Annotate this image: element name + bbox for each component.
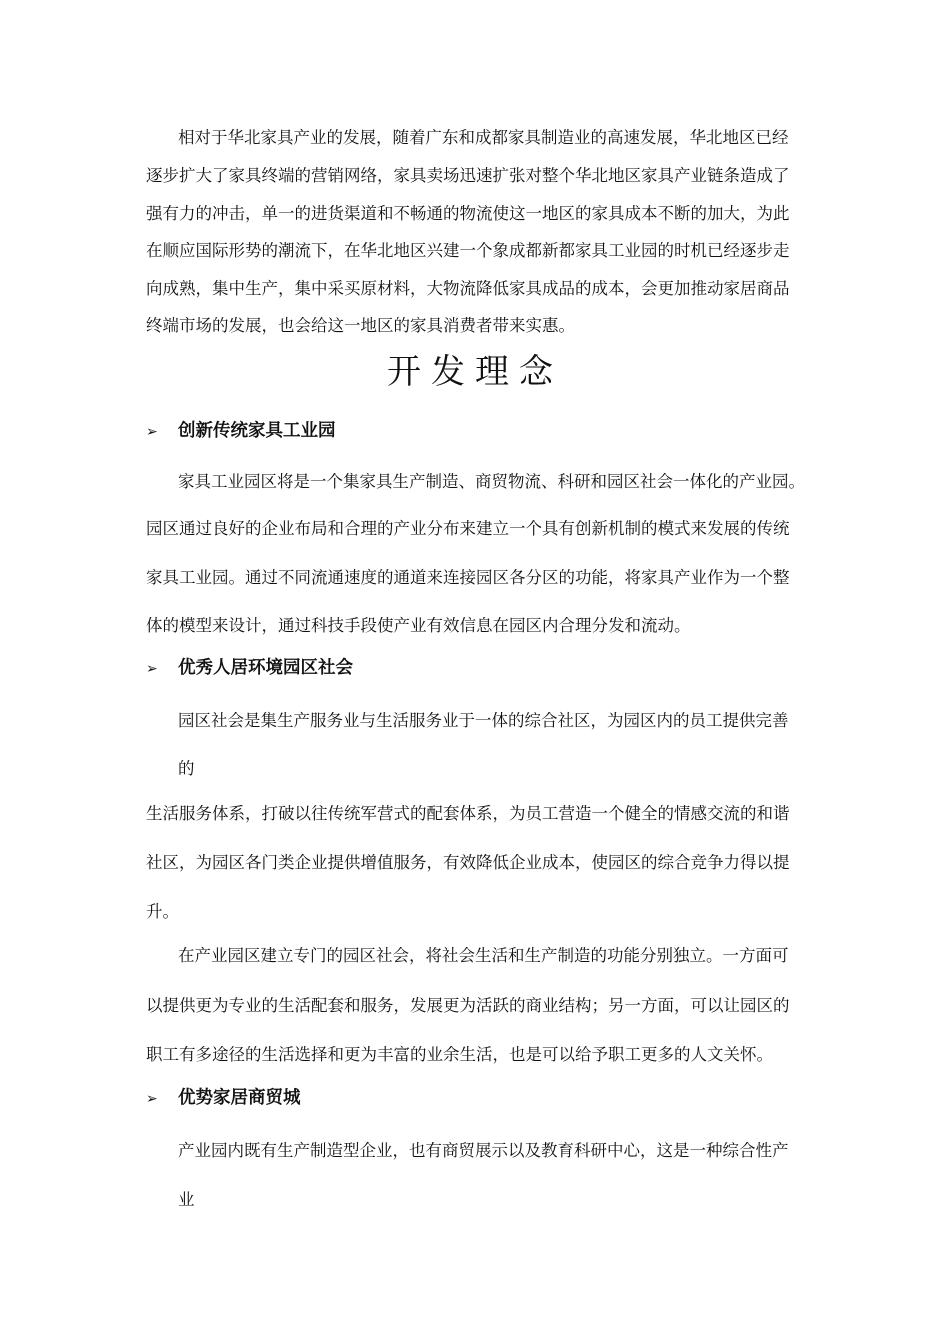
intro-line: 逐步扩大了家具终端的营销网络，家具卖场迅速扩张对整个华北地区家具产业链条造成了 bbox=[146, 166, 790, 185]
paragraph-line: 生活服务体系，打破以往传统军营式的配套体系，为员工营造一个健全的情感交流的和谐 bbox=[146, 804, 790, 823]
paragraph-line: 职工有多途径的生活选择和更为丰富的业余生活，也是可以给予职工更多的人文关怀。 bbox=[146, 1045, 773, 1064]
section-heading bbox=[146, 419, 336, 444]
paragraph-line: 家具工业园。通过不同流通速度的通道来连接园区各分区的功能，将家具产业作为一个整 bbox=[146, 568, 790, 587]
section-heading bbox=[146, 656, 353, 681]
section-heading-text: 优秀人居环境园区社会 bbox=[178, 658, 353, 678]
paragraph-line: 园区通过良好的企业布局和合理的产业分布来建立一个具有创新机制的模式来发展的传统 bbox=[146, 519, 790, 538]
intro-line: 终端市场的发展，也会给这一地区的家具消费者带来实惠。 bbox=[146, 316, 575, 335]
section-heading bbox=[146, 1086, 301, 1111]
intro-line: 相对于华北家具产业的发展，随着广东和成都家具制造业的高速发展，华北地区已经 bbox=[178, 128, 789, 147]
paragraph-line: 园区社会是集生产服务业与生活服务业于一体的综合社区，为园区内的员工提供完善 bbox=[178, 711, 789, 730]
paragraph-line: 业 bbox=[178, 1190, 195, 1209]
section-heading-text: 创新传统家具工业园 bbox=[178, 421, 336, 441]
paragraph-line: 以提供更为专业的生活配套和服务，发展更为活跃的商业结构；另一方面，可以让园区的 bbox=[146, 996, 790, 1015]
arrow-bullet-icon: ➢ bbox=[146, 1091, 158, 1107]
section-heading-text: 优势家居商贸城 bbox=[178, 1088, 301, 1108]
arrow-bullet-icon: ➢ bbox=[146, 424, 158, 440]
paragraph-line: 体的模型来设计，通过科技手段使产业有效信息在园区内合理分发和流动。 bbox=[146, 616, 691, 635]
intro-line: 强有力的冲击，单一的进货渠道和不畅通的物流使这一地区的家具成本不断的加大，为此 bbox=[146, 204, 790, 223]
paragraph-line: 升。 bbox=[146, 902, 179, 921]
intro-line: 在顺应国际形势的潮流下，在华北地区兴建一个象成都新都家具工业园的时机已经逐步走 bbox=[146, 241, 790, 260]
paragraph-line: 家具工业园区将是一个集家具生产制造、商贸物流、科研和园区社会一体化的产业园。 bbox=[178, 472, 805, 491]
arrow-bullet-icon: ➢ bbox=[146, 661, 158, 677]
paragraph-line: 社区，为园区各门类企业提供增值服务，有效降低企业成本，使园区的综合竞争力得以提 bbox=[146, 853, 790, 872]
page-title: 开发理念 bbox=[387, 352, 563, 392]
paragraph-line: 在产业园区建立专门的园区社会，将社会生活和生产制造的功能分别独立。一方面可 bbox=[178, 946, 789, 965]
intro-line: 向成熟，集中生产，集中采买原材料，大物流降低家具成品的成本，会更加推动家居商品 bbox=[146, 279, 790, 298]
paragraph-line: 的 bbox=[178, 759, 195, 778]
paragraph-line: 产业园内既有生产制造型企业，也有商贸展示以及教育科研中心，这是一种综合性产 bbox=[178, 1141, 789, 1160]
